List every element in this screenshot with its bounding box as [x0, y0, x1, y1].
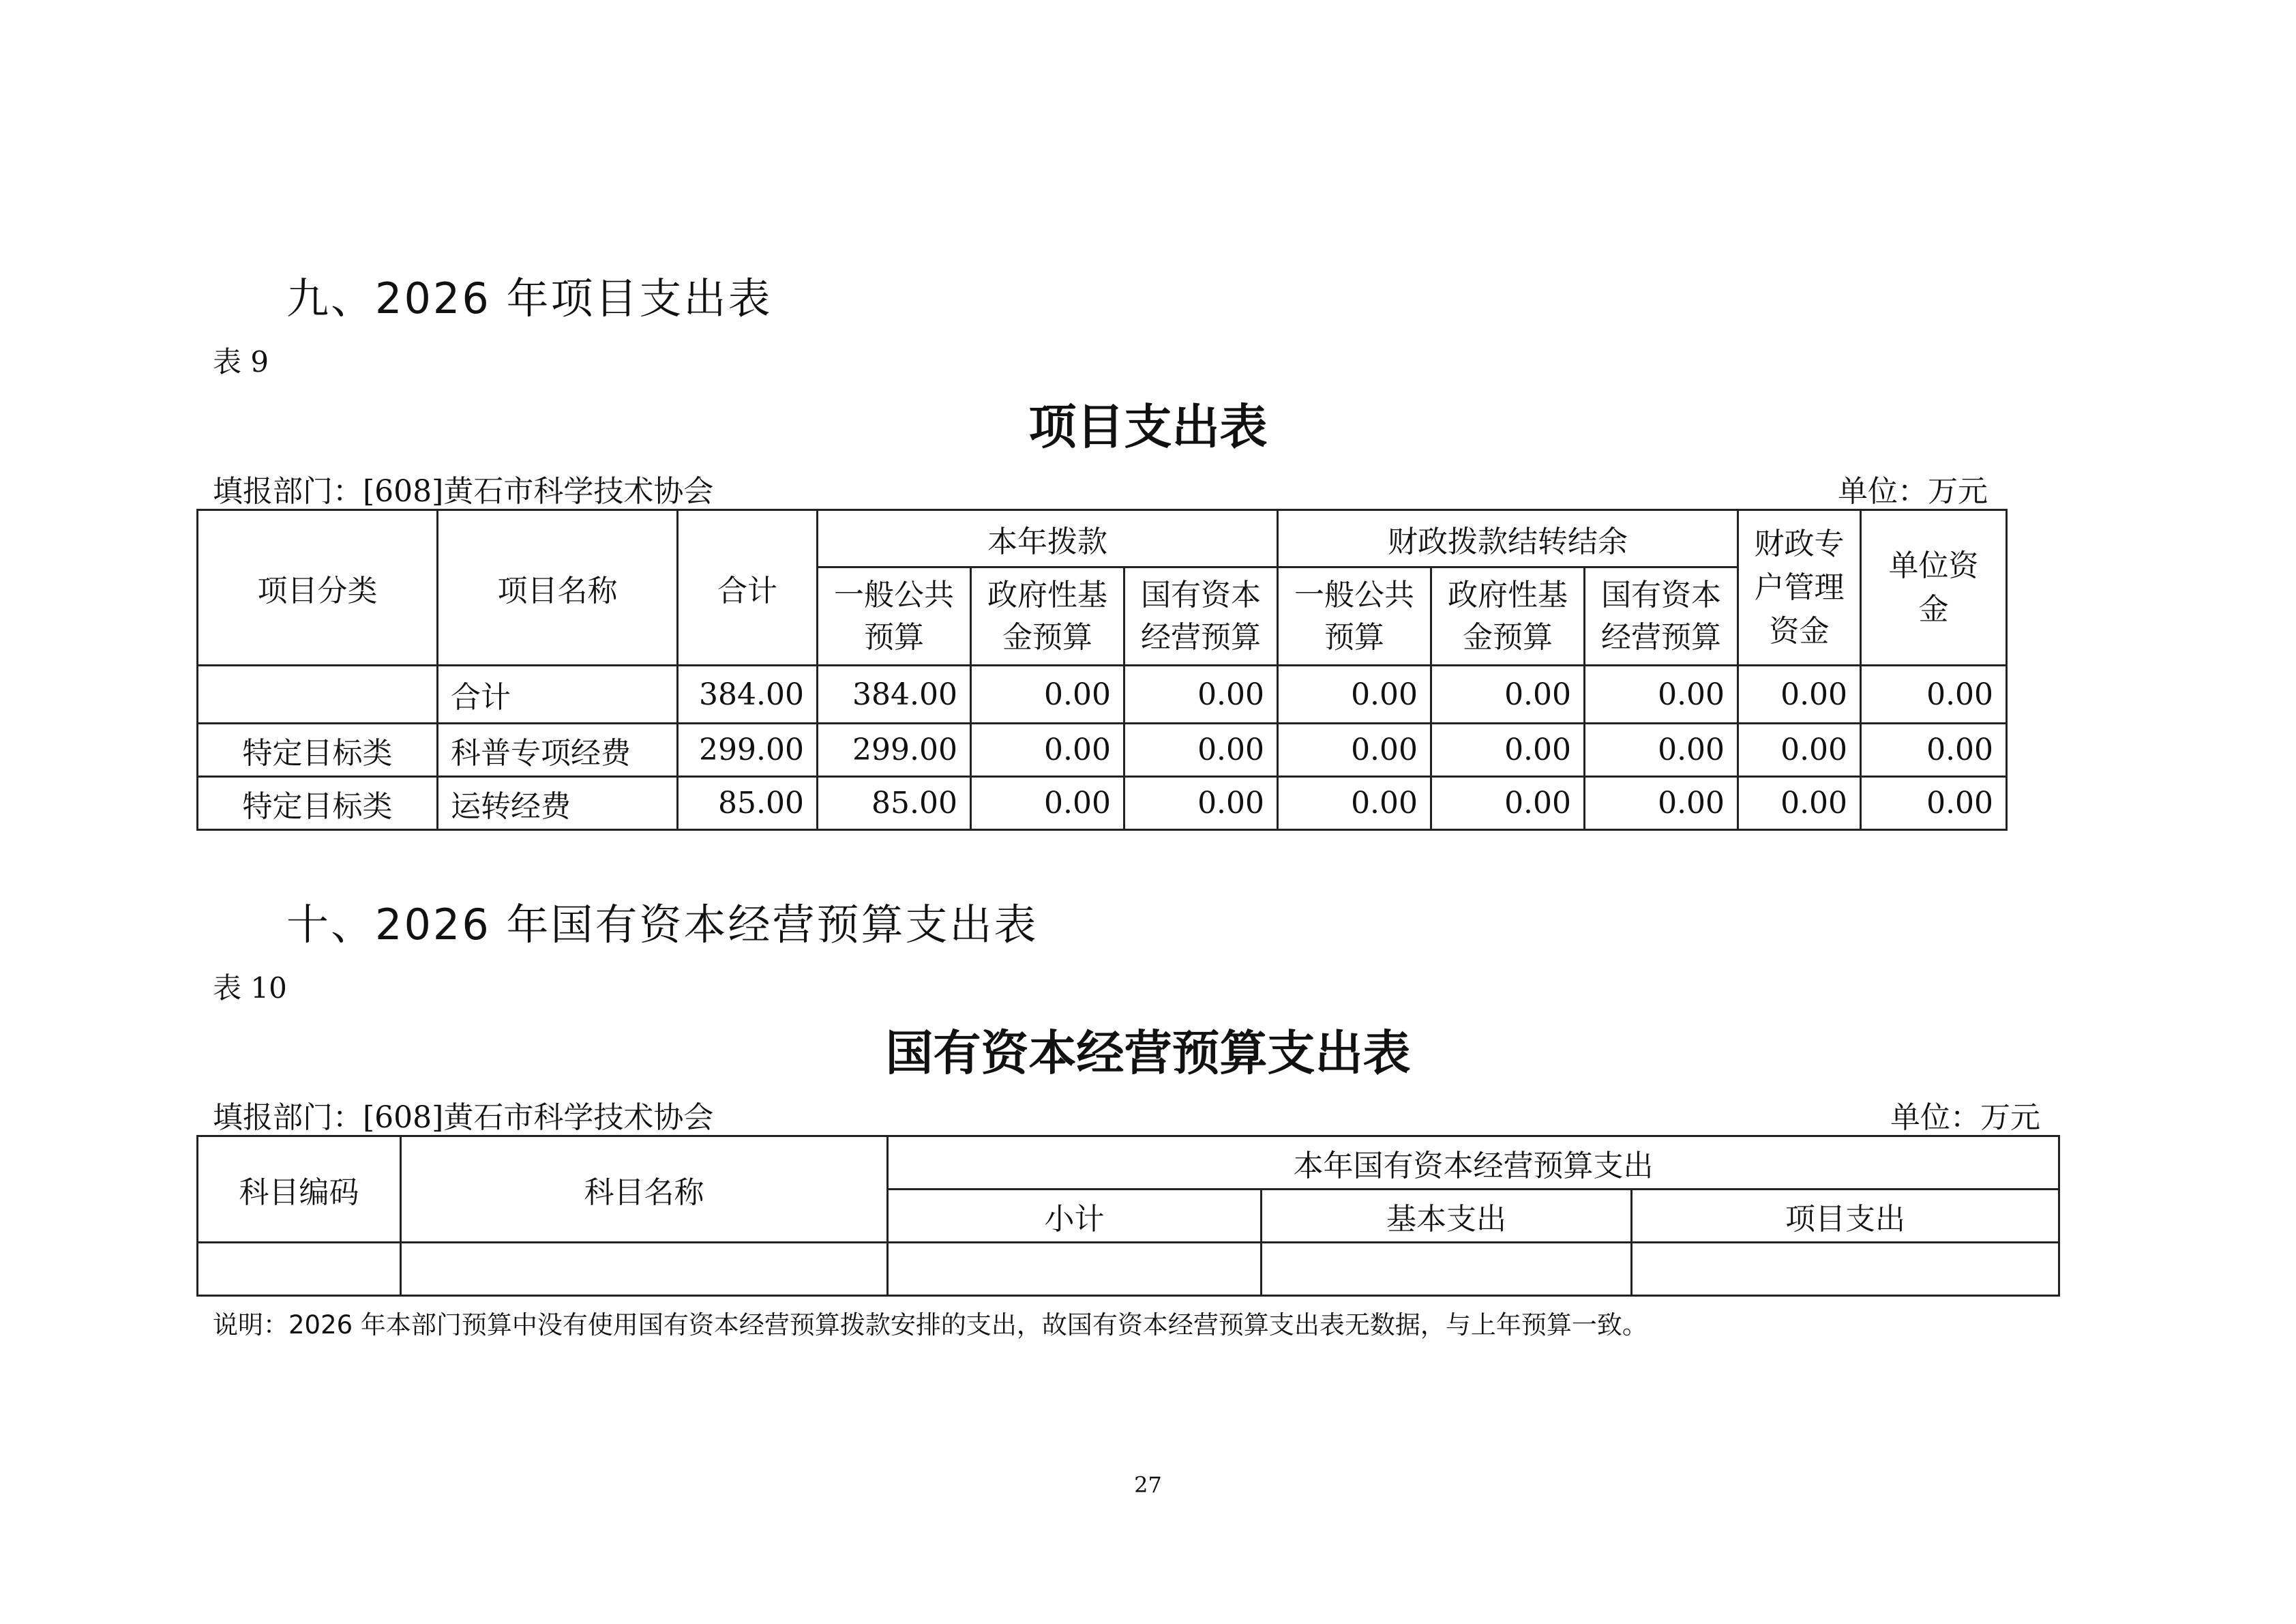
- table-row: [198, 724, 2007, 777]
- header-gov-fund: 政府性基 金预算: [971, 567, 1124, 666]
- table-10-unit: 单位：万元: [1890, 1100, 2040, 1135]
- table-10-label: 表 10: [213, 971, 287, 1005]
- cell-empty: [1632, 1243, 2059, 1296]
- cell-value: 0.00: [1124, 666, 1278, 724]
- section-9-heading: 九、2026 年项目支出表: [286, 274, 773, 323]
- header-general-budget: 一般公共 预算: [818, 567, 971, 666]
- table-9-title: 项目支出表: [1028, 399, 1268, 455]
- header-basic: 基本支出: [1262, 1190, 1632, 1243]
- cell-empty: [888, 1243, 1262, 1296]
- cell-value: 0.00: [971, 777, 1124, 830]
- header-project: 项目支出: [1632, 1190, 2059, 1243]
- header-category: 项目分类: [198, 510, 438, 666]
- cell-name: 科普专项经费: [438, 724, 678, 777]
- table-9-dept: 填报部门：[608]黄石市科学技术协会: [213, 474, 714, 509]
- table-row-empty: [198, 1243, 2059, 1296]
- cell-value: 299.00: [818, 724, 971, 777]
- cell-value: 0.00: [971, 724, 1124, 777]
- state-capital-expenditure-table: [196, 1135, 2060, 1297]
- cell-value: 0.00: [1738, 777, 1861, 830]
- table-10-dept: 填报部门：[608]黄石市科学技术协会: [213, 1100, 714, 1135]
- cell-value: 0.00: [1861, 666, 2007, 724]
- cell-value: 0.00: [1585, 777, 1738, 830]
- note: 说明：2026 年本部门预算中没有使用国有资本经营预算拨款安排的支出，故国有资本经营预算支出表无数据，与上年预算一致。: [213, 1310, 1648, 1340]
- header-current-year: 本年拨款: [818, 510, 1278, 567]
- cell-value: 85.00: [818, 777, 971, 830]
- table-row-total: [198, 666, 2007, 724]
- header-carryover-general-budget: 一般公共 预算: [1278, 567, 1431, 666]
- cell-value: 0.00: [1124, 724, 1278, 777]
- cell-empty: [1262, 1243, 1632, 1296]
- header-code: 科目编码: [198, 1136, 401, 1243]
- cell-value: 0.00: [1124, 777, 1278, 830]
- table-10-title: 国有资本经营预算支出表: [885, 1025, 1411, 1081]
- cell-value: 0.00: [1431, 666, 1585, 724]
- table-9-unit: 单位：万元: [1838, 474, 1988, 509]
- header-carryover: 财政拨款结转结余: [1278, 510, 1738, 567]
- header-subject-name: 科目名称: [401, 1136, 888, 1243]
- table-9-label: 表 9: [213, 345, 269, 379]
- cell-value: 0.00: [1431, 777, 1585, 830]
- cell-name: 合计: [438, 666, 678, 724]
- cell-value: 0.00: [1278, 724, 1431, 777]
- cell-value: 299.00: [678, 724, 818, 777]
- project-expenditure-table: [196, 509, 2008, 831]
- section-10-heading: 十、2026 年国有资本经营预算支出表: [286, 900, 1039, 949]
- cell-value: 0.00: [971, 666, 1124, 724]
- header-subtotal: 小计: [888, 1190, 1262, 1243]
- cell-value: 0.00: [1738, 666, 1861, 724]
- cell-value: 0.00: [1278, 666, 1431, 724]
- cell-category: 特定目标类: [198, 724, 438, 777]
- cell-value: 0.00: [1861, 777, 2007, 830]
- cell-value: 0.00: [1861, 724, 2007, 777]
- header-state-capital: 国有资本 经营预算: [1124, 567, 1278, 666]
- header-carryover-state-capital: 国有资本 经营预算: [1585, 567, 1738, 666]
- cell-empty: [401, 1243, 888, 1296]
- cell-value: 384.00: [678, 666, 818, 724]
- table-row: [198, 777, 2007, 830]
- page-number: 27: [1134, 1472, 1162, 1498]
- cell-value: 0.00: [1585, 666, 1738, 724]
- header-total: 合计: [678, 510, 818, 666]
- header-special-account: 财政专 户管理 资金: [1738, 510, 1861, 666]
- header-group: 本年国有资本经营预算支出: [888, 1136, 2059, 1190]
- cell-category: 特定目标类: [198, 777, 438, 830]
- header-carryover-gov-fund: 政府性基 金预算: [1431, 567, 1585, 666]
- header-name: 项目名称: [438, 510, 678, 666]
- cell-value: 0.00: [1278, 777, 1431, 830]
- header-unit-fund: 单位资 金: [1861, 510, 2007, 666]
- cell-empty: [198, 1243, 401, 1296]
- cell-name: 运转经费: [438, 777, 678, 830]
- cell-value: 85.00: [678, 777, 818, 830]
- cell-value: 0.00: [1738, 724, 1861, 777]
- cell-value: 0.00: [1431, 724, 1585, 777]
- cell-value: 384.00: [818, 666, 971, 724]
- cell-value: 0.00: [1585, 724, 1738, 777]
- cell-category: [198, 666, 438, 724]
